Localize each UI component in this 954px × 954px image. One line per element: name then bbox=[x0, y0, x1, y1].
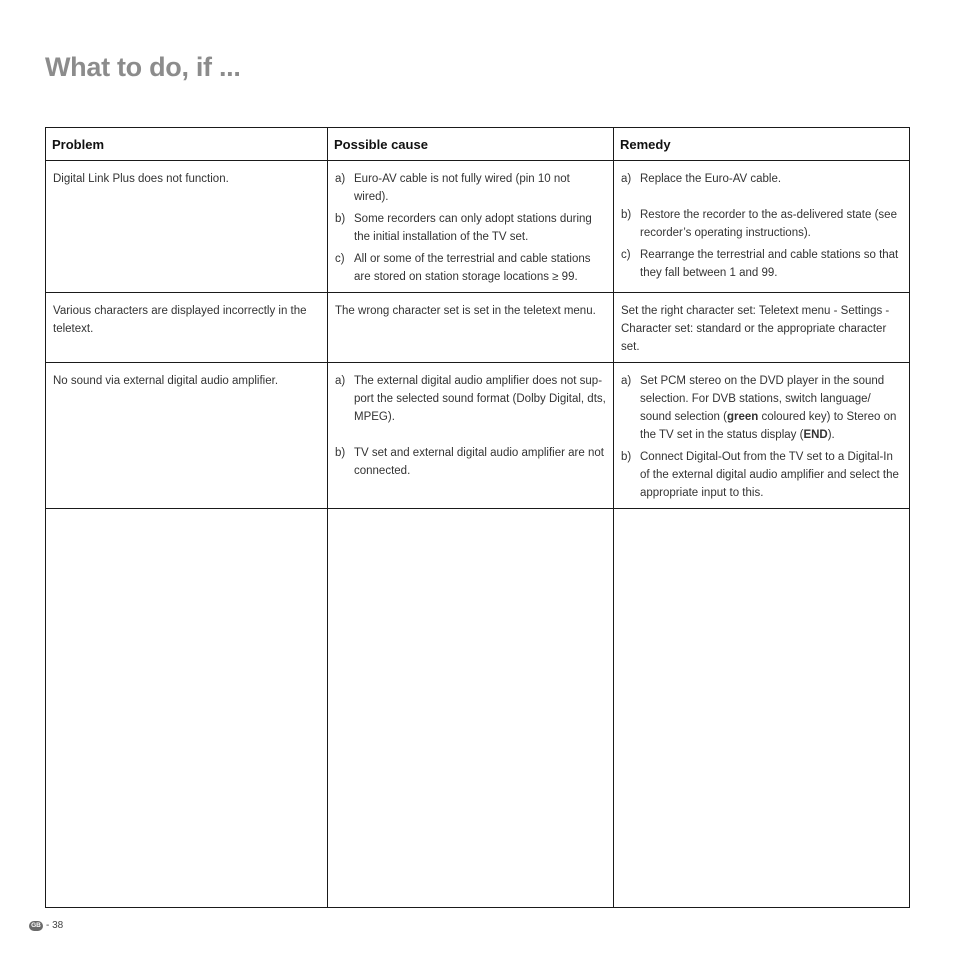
page-number: - 38 bbox=[46, 920, 64, 931]
problem-cell: Digital Link Plus does not function. bbox=[46, 161, 328, 293]
list-item: b) Some recorders can only adopt stations during the initial installation of the TV set. bbox=[335, 213, 592, 243]
troubleshooting-table bbox=[45, 127, 910, 908]
empty-table-row bbox=[46, 509, 910, 908]
list-item: b) Restore the recorder to the as-delivered state (see recorder’s operating instructions). bbox=[621, 209, 897, 239]
page-title: What to do, if ... bbox=[45, 52, 241, 82]
header-remedy: Remedy bbox=[614, 128, 910, 161]
list-item: b) Connect Digital-Out from the TV set to a Digital-In of the external digital audio amplifier and select the appropriate input to this. bbox=[621, 451, 899, 499]
green-key-label: green bbox=[726, 411, 759, 423]
header-problem: Problem bbox=[46, 128, 328, 161]
page-footer bbox=[29, 920, 63, 931]
list-item: a) Euro-AV cable is not fully wired (pin 10 not wired). bbox=[335, 173, 570, 203]
country-badge-icon: GB bbox=[29, 921, 43, 931]
list-item: a) The external digital audio amplifier does not sup-port the selected sound format (Dolby Digital, dts, MPEG). bbox=[335, 375, 606, 423]
table-row bbox=[46, 363, 910, 509]
remedy-cell: Set the right character set: Teletext menu - Settings - Character set: standard or the appropriate character set. bbox=[614, 293, 910, 363]
cause-cell: The wrong character set is set in the teletext menu. bbox=[328, 293, 614, 363]
remedy-cell bbox=[614, 363, 910, 509]
end-key-label: END bbox=[803, 429, 828, 441]
cause-cell bbox=[328, 363, 614, 509]
header-possible-cause: Possible cause bbox=[328, 128, 614, 161]
list-item: b) TV set and external digital audio amplifier are not connected. bbox=[335, 447, 604, 477]
table-header-row bbox=[46, 128, 910, 161]
problem-cell: No sound via external digital audio amplifier. bbox=[46, 363, 328, 509]
list-item: c) All or some of the terrestrial and cable stations are stored on station storage locations ≥ 99. bbox=[335, 253, 591, 283]
problem-cell: Various characters are displayed incorrectly in the teletext. bbox=[46, 293, 328, 363]
table-row bbox=[46, 161, 910, 293]
list-item: a) Replace the Euro-AV cable. bbox=[621, 173, 782, 185]
table-row bbox=[46, 293, 910, 363]
list-item: c) Rearrange the terrestrial and cable stations so that they fall between 1 and 99. bbox=[621, 249, 899, 279]
cause-cell bbox=[328, 161, 614, 293]
remedy-cell bbox=[614, 161, 910, 293]
list-item: a) Set PCM stereo on the DVD player in the sound selection. For DVB stations, switch language/ sound selection (green coloured key) to Stereo on the TV set in the status display (END). bbox=[621, 375, 897, 441]
